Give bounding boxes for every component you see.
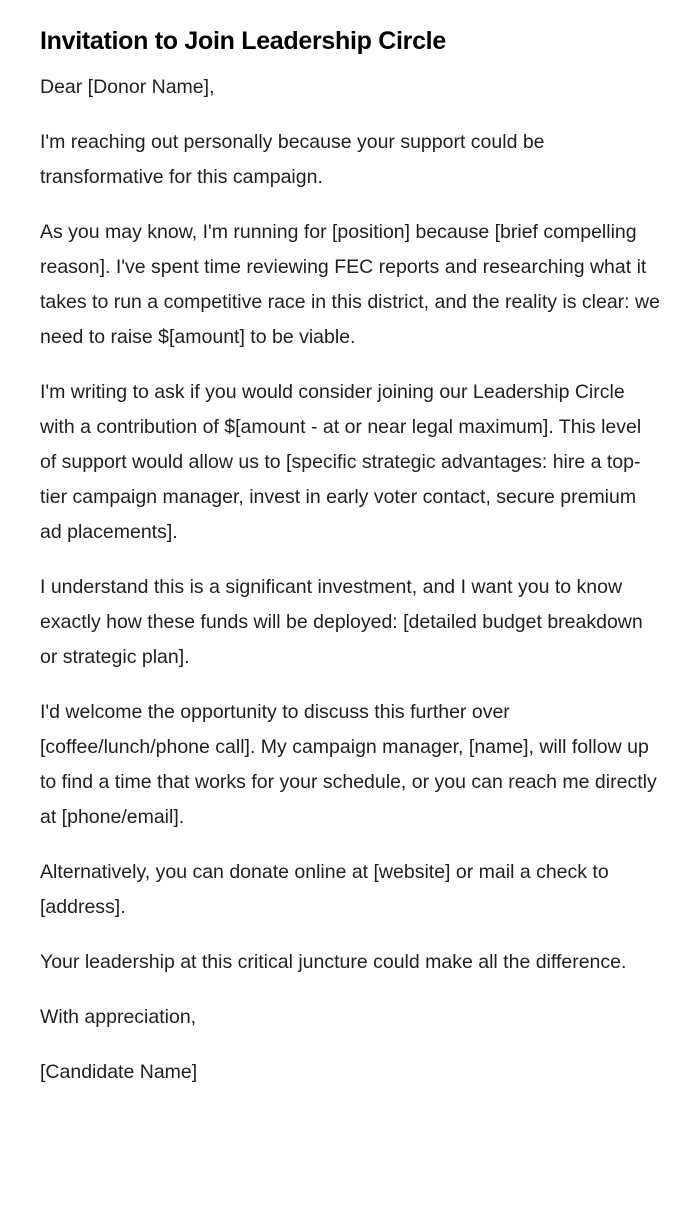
- body-paragraph-7: Your leadership at this critical juncture could make all the difference.: [40, 951, 627, 973]
- salutation: Dear [Donor Name],: [40, 76, 215, 98]
- body-paragraph-4: I understand this is a significant investment, and I want you to know exactly how these funds will be deployed: [detailed budget breakdown or strategic plan].: [40, 576, 643, 668]
- signature: [Candidate Name]: [40, 1061, 198, 1083]
- body-paragraph-3: I'm writing to ask if you would consider joining our Leadership Circle with a contribution of $[amount - at or near legal maximum]. This level of support would allow us to [specific strategic advantages: hire a top-tier campaign manager, invest in early voter contact, secure premium ad placements].: [40, 381, 642, 543]
- body-paragraph-5: I'd welcome the opportunity to discuss this further over [coffee/lunch/phone call]. My campaign manager, [name], will follow up to find a time that works for your schedule, or you can reach me directly at [phone/email].: [40, 701, 657, 828]
- body-paragraph-2: As you may know, I'm running for [position] because [brief compelling reason]. I've spent time reviewing FEC reports and researching what it takes to run a competitive race in this district, and the reality is clear: we need to raise $[amount] to be viable.: [40, 221, 660, 348]
- closing: With appreciation,: [40, 1006, 197, 1028]
- letter-title: Invitation to Join Leadership Circle: [40, 27, 446, 55]
- body-paragraph-6: Alternatively, you can donate online at [website] or mail a check to [address].: [40, 861, 609, 918]
- body-paragraph-1: I'm reaching out personally because your support could be transformative for this campaign.: [40, 131, 545, 188]
